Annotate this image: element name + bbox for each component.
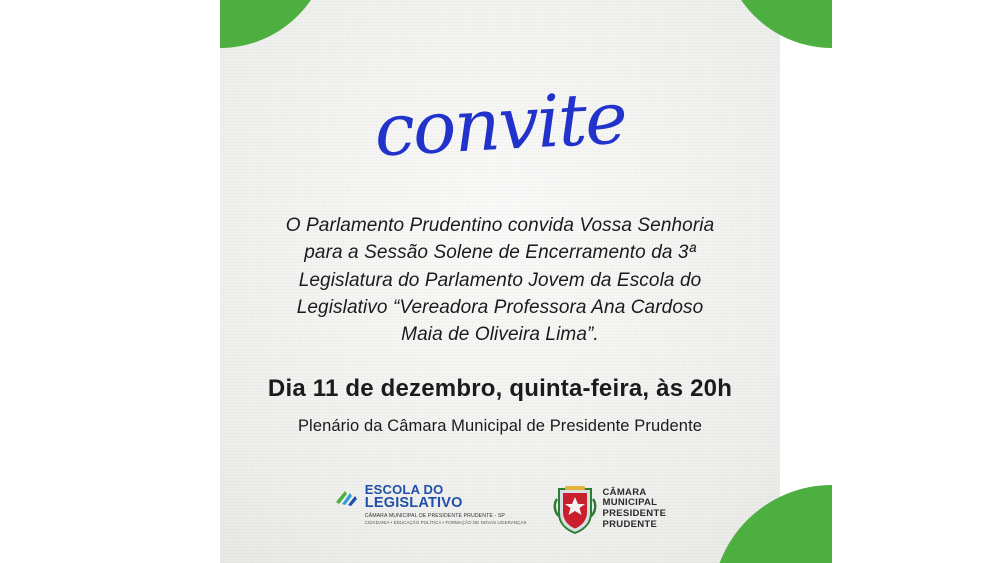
invitation-body-line: Maia de Oliveira Lima”. xyxy=(401,324,599,346)
escola-logo-wordmark xyxy=(365,483,527,526)
camara-logo-wordmark xyxy=(603,488,667,531)
invitation-body-line: para a Sessão Solene de Encerramento da 3ª xyxy=(304,242,696,264)
event-location: Plenário da Câmara Municipal de Presidente Prudente xyxy=(297,417,703,435)
invitation-body-line: Legislatura do Parlamento Jovem da Escola do xyxy=(298,269,702,291)
escola-do-legislativo-logo xyxy=(334,483,527,526)
camara-logo-line: CÂMARA xyxy=(602,486,647,498)
left-white-margin xyxy=(0,0,220,563)
invitation-body-line: Legislativo “Vereadora Professora Ana Cardoso xyxy=(296,297,704,319)
camara-municipal-logo xyxy=(553,483,667,535)
escola-logo-line1: ESCOLA DO xyxy=(364,482,444,497)
coat-of-arms-icon xyxy=(553,483,597,535)
escola-logo-sub1: CÂMARA MUNICIPAL DE PRESIDENTE PRUDENTE - SP xyxy=(364,513,505,520)
logo-row xyxy=(220,483,780,535)
page-title: convite xyxy=(372,75,628,173)
book-pages-icon xyxy=(334,485,360,511)
escola-logo-sub2: CIDADANIA • EDUCAÇÃO POLÍTICA • FORMAÇÃO DE NOVAS LIDERANÇAS xyxy=(364,520,527,526)
camara-logo-line: MUNICIPAL xyxy=(602,497,658,509)
card-content xyxy=(220,0,780,563)
camara-logo-line: PRUDENTE xyxy=(602,518,658,530)
invitation-body xyxy=(268,212,732,349)
camara-logo-line: PRESIDENTE xyxy=(602,508,667,519)
right-white-margin xyxy=(780,0,1000,563)
escola-logo-line2: LEGISLATIVO xyxy=(364,495,463,512)
event-datetime: Dia 11 de dezembro, quinta-feira, às 20h xyxy=(267,375,733,402)
invitation-body-line: O Parlamento Prudentino convida Vossa Senhoria xyxy=(285,215,715,236)
